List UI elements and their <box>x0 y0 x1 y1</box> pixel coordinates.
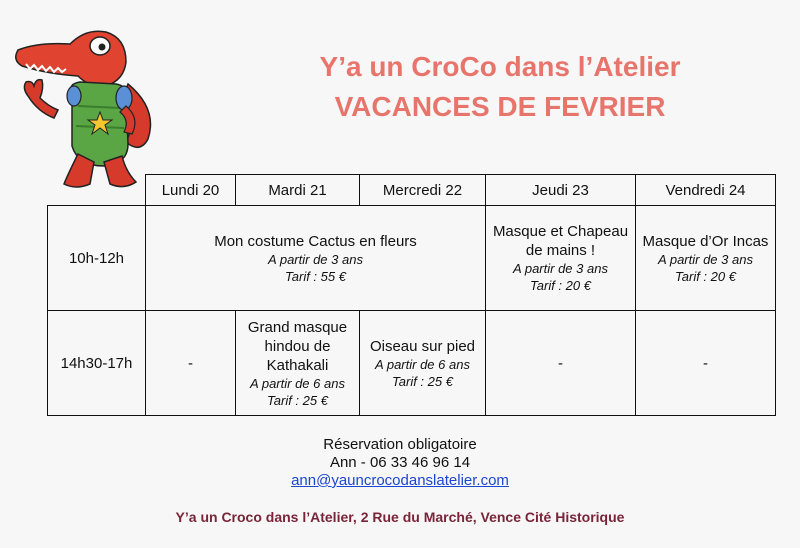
empty-cell: - <box>636 311 776 416</box>
workshop-age: A partir de 3 ans <box>513 261 608 276</box>
empty-cell: - <box>146 311 236 416</box>
page-subtitle: VACANCES DE FEVRIER <box>334 91 666 122</box>
schedule-table <box>47 174 776 416</box>
workshop-age: A partir de 3 ans <box>268 251 363 267</box>
workshop-cell-masque-chapeau <box>486 206 636 311</box>
workshop-price: Tarif : 20 € <box>530 278 591 293</box>
workshop-age: A partir de 3 ans <box>658 251 753 267</box>
day-header: Jeudi 23 <box>486 175 636 206</box>
day-header: Lundi 20 <box>146 175 236 206</box>
table-header-row <box>48 175 776 206</box>
workshop-cell-kathakali <box>236 311 360 416</box>
table-row <box>48 206 776 311</box>
table-row <box>48 311 776 416</box>
workshop-name: Grand masque hindou de Kathakali <box>247 318 348 374</box>
workshop-name: Masque et Chapeau de mains ! <box>492 223 629 259</box>
workshop-cell-oiseau <box>360 311 486 416</box>
reservation-info <box>0 436 800 490</box>
day-header: Mardi 21 <box>236 175 360 206</box>
workshop-cell-masque-or <box>636 206 776 311</box>
reservation-contact: Ann - 06 33 46 96 14 <box>329 454 471 471</box>
time-slot-label: 14h30-17h <box>48 311 146 416</box>
workshop-price: Tarif : 25 € <box>392 373 453 389</box>
crocodile-mascot-illustration <box>8 14 160 192</box>
workshop-price: Tarif : 55 € <box>285 268 346 284</box>
workshop-age: A partir de 6 ans <box>250 375 345 391</box>
workshop-name: Oiseau sur pied <box>369 337 476 355</box>
workshop-age: A partir de 6 ans <box>375 356 470 372</box>
header-empty-cell <box>48 175 146 206</box>
workshop-name: Masque d’Or Incas <box>642 232 769 250</box>
workshop-price: Tarif : 25 € <box>267 392 328 408</box>
email-link[interactable]: ann@yauncrocodanslatelier.com <box>291 472 509 489</box>
workshop-price: Tarif : 20 € <box>675 268 736 284</box>
reservation-label: Réservation obligatoire <box>323 436 477 453</box>
workshop-name: Mon costume Cactus en fleurs <box>214 232 417 250</box>
day-header: Vendredi 24 <box>636 175 776 206</box>
workshop-cell-cactus <box>146 206 486 311</box>
empty-cell: - <box>486 311 636 416</box>
time-slot-label: 10h-12h <box>48 206 146 311</box>
day-header: Mercredi 22 <box>360 175 486 206</box>
address-line: Y’a un Croco dans l’Atelier, 2 Rue du Marché, Vence Cité Historique <box>175 509 625 525</box>
page-title: Y’a un CroCo dans l’Atelier <box>319 51 681 82</box>
